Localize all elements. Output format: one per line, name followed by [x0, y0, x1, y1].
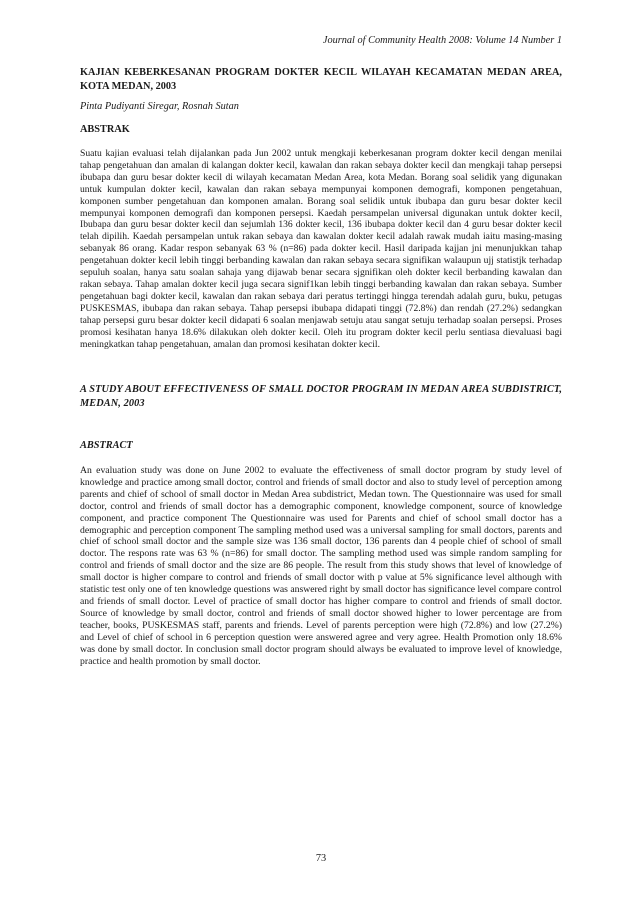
article-title-english: A STUDY ABOUT EFFECTIVENESS OF SMALL DOCTOR PROGRAM IN MEDAN AREA SUBDISTRICT, MEDAN, 2003 — [80, 384, 562, 409]
running-head: Journal of Community Health 2008: Volume 14 Number 1 — [322, 35, 562, 46]
abstract-body: An evaluation study was done on June 2002 to evaluate the effectiveness of small doctor program by study level of knowledge and practice among small doctor, control and friends of small doctor and also to study level of perception among parents and chief of school of small doctor in Medan Area subdistrict, Medan town. The Questionnaire was used for small doctor, control and friends of small doctor has a demographic component, knowledge component, source of knowledge component, and practice component The Questionnaire was used for Parents and chief of school small doctor has a demographic and perception component The sampling method used was a universal sampling for small doctors, parents and chief of school small doctor and the sample size was 136 small doctor, 136 parents dan 4 people chief of school of small doctor. The respons rate was 63 % (n=86) for small doctor. The sampling method used was simple random sampling for control and friends of small doctor and the size are 86 people. The result from this study shows that level of knowledge of small doctor is higher compare to control and friends of small doctor with p value at 5% significance level although with statistic test only one of ten knowledge questions was answered right by small doctor has significance level compare control and friends of small doctor. Level of practice of small doctor has higher compare to control and friends of small doctor. Source of knowledge by small doctor, control and friends of small doctor showed higher to lower percentage are from teacher, books, PUSKESMAS staff, parents and friends. Level of parents perception were high (72.8%) and low (27.2%) and Level of chief of school in 6 perception question were answered agree and very agree. Health Promotion only 18.6% was done by small doctor. In conclusion small doctor program should always be evaluated to improve level of knowledge, practice and health promotion by small doctor. — [80, 465, 562, 667]
abstract-heading: ABSTRACT — [80, 440, 133, 451]
author-list: Pinta Pudiyanti Siregar, Rosnah Sutan — [80, 101, 239, 112]
article-title-malay: KAJIAN KEBERKESANAN PROGRAM DOKTER KECIL WILAYAH KECAMATAN MEDAN AREA, KOTA MEDAN, 2003 — [80, 67, 562, 92]
page-number: 73 — [315, 853, 327, 864]
journal-page — [80, 0, 562, 903]
abstrak-body: Suatu kajian evaluasi telah dijalankan pada Jun 2002 untuk mengkaji keberkesanan program dokter kecil dengan menilai tahap pengetahuan dan amalan di kalangan dokter kecil, kawalan dan rakan sebaya dokter kecil dan mengkaji tahap persepsi ibubapa dan guru besar dokter kecil di wilayah kecamatan Medan Area, kota Medan. Borang soal selidik yang digunakan untuk kumpulan dokter kecil, kawalan dan rakan sebaya mempunyai komponen demografi, komponen pengetahuan, komponen sumber pengetahuan dan komponen amalan. Borang soal selidik untuk ibubapa dan guru besar dokter kecil mempunyai komponen demografi dan komponen persepsi. Kaedah persampelan universal digunakan untuk dokter kecil, Ibubapa dan guru besar dokter kecil dan sejumlah 136 dokter kecil, 136 ibubapa dokter kecil dan 4 guru besar dokter kecil telah dipilih. Kaedah persampelan untuk rakan sebaya dan kawalan dokter kecil adalah rawak mudah iaitu masing-masing sebanyak 86 orang. Kadar respon sebanyak 63 % (n=86) pada dokter kecil. Hasil daripada kajjan jni menunjukkan tahap pengetahuan dokter kecil lebih tinggi berbanding kawalan dan rakan sebaya secara signifikan walaupun ujj statistjk terhadap sepuluh soalan, hanya satu soalan sahaja yang dijawab benar secara sjgnifikan oleh dokter kecil berbanding kawalan dan rakan sebaya. Tahap amalan dokter kecil juga secara signif1kan lebih tinggi berbanding kawalan dan rakan sebaya. Sumber pengetahuan bagi dokter kecil, kawalan dan rakan sebaya dari peratus tertinggi hingga terendah adalah guru, buku, petugas PUSKESMAS, ibubapa dan rakan sebaya. Tahap persepsi ibubapa didapati tinggi (72.8%) dan rendah (27.2%) sedangkan tahap persepsi guru besar dokter kecil didapati 6 soalan menjawab setuju atau sangat setuju terhadap soalan persepsi. Proses promosi kesihatan hanya 18.6% dilakukan oleh dokter kecil. Oleh itu program dokter kecil perlu sentiasa dievaluasi bagi meningkatkan tahap pengetahuan, amalan dan promosi kesihatan dokter kecil. — [80, 148, 562, 350]
abstrak-heading: ABSTRAK — [80, 124, 130, 135]
